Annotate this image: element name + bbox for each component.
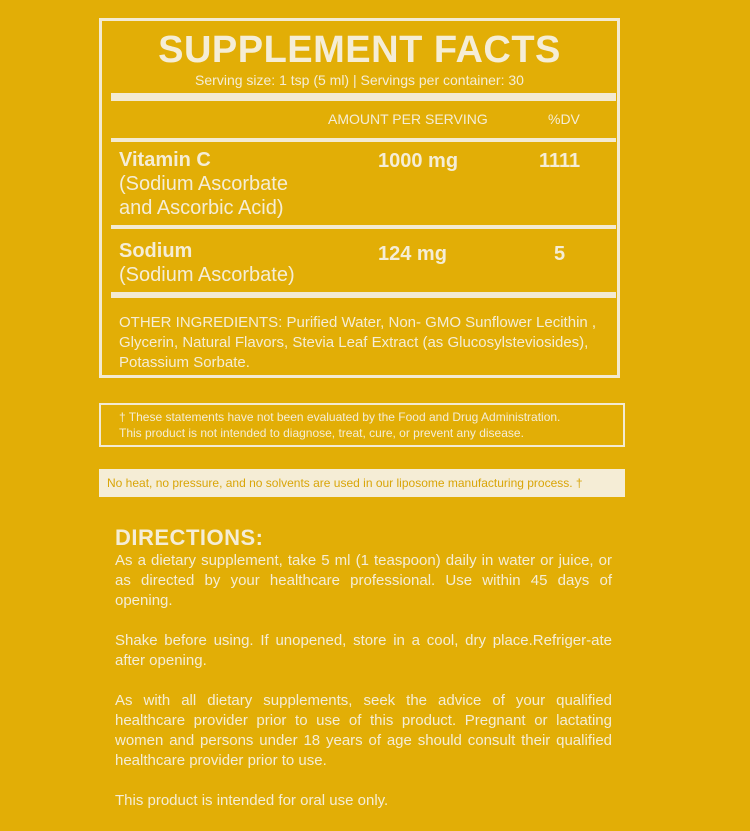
disclaimer-line: † These statements have not been evaluated by the Food and Drug Administration. bbox=[119, 410, 561, 424]
divider-thick bbox=[111, 93, 616, 101]
header-dv: %DV bbox=[548, 111, 580, 127]
divider bbox=[111, 138, 616, 142]
directions-section bbox=[115, 525, 612, 831]
nutrient-source: and Ascorbic Acid) bbox=[119, 197, 284, 219]
nutrient-source: (Sodium Ascorbate) bbox=[119, 264, 295, 286]
serving-info: Serving size: 1 tsp (5 ml) | Servings per container: 30 bbox=[195, 72, 524, 88]
directions-paragraph: As a dietary supplement, take 5 ml (1 teaspoon) daily in water or juice, or as directed by your healthcare professional. Use within 45 days of opening. bbox=[115, 552, 612, 609]
fda-disclaimer bbox=[99, 403, 625, 447]
nutrient-vitamin-c bbox=[119, 148, 288, 220]
nutrient-dv: 1111 bbox=[539, 150, 581, 172]
disclaimer-line: This product is not intended to diagnose, treat, cure, or prevent any disease. bbox=[119, 426, 524, 440]
liposome-banner: No heat, no pressure, and no solvents are used in our liposome manufacturing process. † bbox=[99, 469, 625, 497]
directions-paragraph: As with all dietary supplements, seek the advice of your qualified healthcare provider prior to use of this product. Pregnant or lactating women and persons under 18 years of age should consult their qualified healthcare provider prior to use. bbox=[115, 692, 612, 769]
other-ingredients: OTHER INGREDIENTS: Purified Water, Non- GMO Sunflower Lecithin , Glycerin, Natural Flavors, Stevia Leaf Extract (as Glucosylsteviosides), Potassium Sorbate. bbox=[119, 314, 597, 371]
nutrient-amount: 124 mg bbox=[378, 243, 447, 265]
divider bbox=[111, 225, 616, 229]
nutrient-name: Vitamin C bbox=[119, 149, 211, 171]
nutrient-source: (Sodium Ascorbate bbox=[119, 173, 288, 195]
nutrient-sodium bbox=[119, 239, 295, 287]
supplement-facts-panel bbox=[99, 18, 620, 378]
directions-paragraph: Shake before using. If unopened, store in a cool, dry place.Refriger-ate after opening. bbox=[115, 632, 612, 669]
directions-heading: DIRECTIONS: bbox=[115, 525, 264, 550]
nutrient-dv: 5 bbox=[554, 243, 566, 265]
divider-thick bbox=[111, 292, 616, 298]
nutrient-amount: 1000 mg bbox=[378, 150, 459, 172]
directions-paragraph: This product is intended for oral use only. bbox=[115, 792, 389, 809]
nutrient-name: Sodium bbox=[119, 240, 193, 262]
facts-title: SUPPLEMENT FACTS bbox=[158, 29, 561, 71]
header-amount: AMOUNT PER SERVING bbox=[328, 111, 488, 127]
